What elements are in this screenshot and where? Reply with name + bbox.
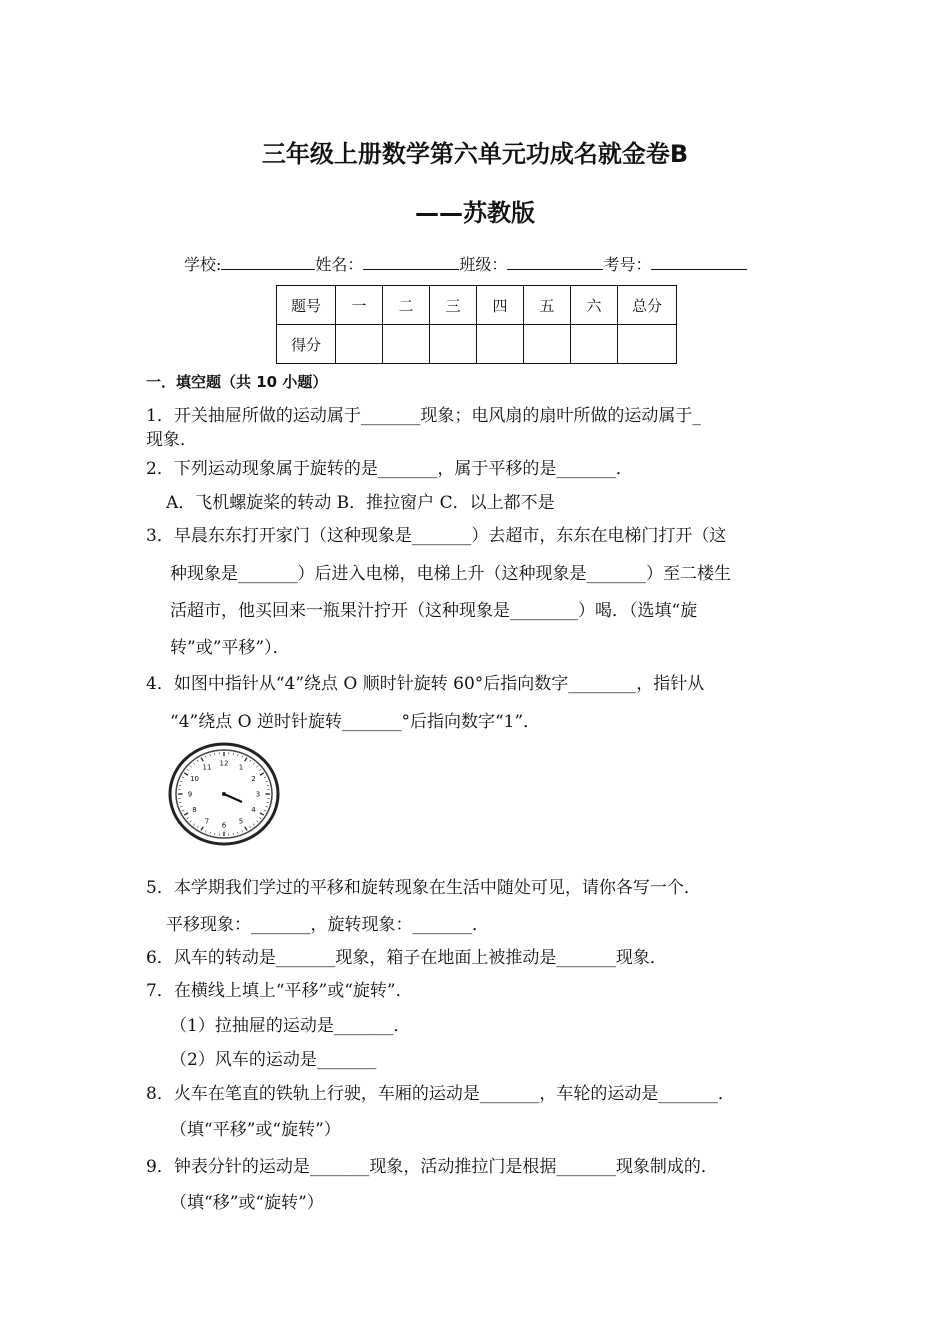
score-cell[interactable] (336, 325, 383, 364)
clock-hand (224, 794, 242, 802)
question-4-line-2: “4”绕点 O 逆时针旋转_______°后指向数字“1”． (170, 712, 541, 732)
score-header-cell: 总分 (618, 286, 677, 325)
score-cell[interactable] (383, 325, 430, 364)
score-header-cell: 三 (430, 286, 477, 325)
clock-tick (190, 766, 192, 767)
question-4-line-1: 4．如图中指针从“4”绕点 O 顺时针旋转 60°后指向数字________，指针从 (146, 674, 705, 694)
class-blank[interactable] (507, 255, 603, 270)
clock-tick (256, 821, 258, 822)
clock-tick (242, 830, 243, 832)
clock-tick (184, 773, 188, 775)
clock-tick (253, 824, 255, 826)
question-8-line-2: （填“平移”或“旋转”） (170, 1120, 341, 1140)
clock-tick (242, 756, 243, 758)
score-cell[interactable] (430, 325, 477, 364)
clock-tick (260, 813, 264, 815)
clock-number: 6 (221, 821, 227, 830)
exam-subtitle: ——苏教版 (415, 199, 535, 227)
student-info-line (184, 252, 747, 275)
score-header-cell: 五 (524, 286, 571, 325)
clock-tick (264, 810, 266, 811)
clock-tick (266, 806, 268, 807)
clock-tick (245, 758, 247, 762)
question-7-item-1: （1）拉抽屉的运动是_______． (170, 1016, 411, 1036)
clock-number: 5 (238, 817, 244, 826)
clock-tick (205, 830, 206, 832)
score-header-cell: 四 (477, 286, 524, 325)
score-header-cell: 一 (336, 286, 383, 325)
score-header-cell: 二 (383, 286, 430, 325)
school-label: 学校: (184, 255, 222, 274)
clock-tick (182, 777, 184, 778)
clock-tick (187, 769, 189, 770)
score-cell[interactable] (571, 325, 618, 364)
clock-tick (253, 763, 255, 765)
score-cell[interactable] (477, 325, 524, 364)
question-3-line-2: 种现象是_______）后进入电梯，电梯上升（这种现象是_______）至二楼生 (170, 564, 731, 584)
score-row-label: 得分 (277, 325, 336, 364)
question-1-line-1: 1．开关抽屉所做的运动属于_______现象；电风扇的扇叶所做的运动属于_ (146, 406, 701, 426)
question-1-line-2: 现象． (146, 430, 197, 450)
question-3-line-4: 转”或”平移”）． (170, 638, 290, 658)
class-label: 班级： (459, 255, 508, 274)
clock-tick (238, 832, 239, 834)
score-table-header-row (277, 286, 677, 325)
question-7-item-2: （2）风车的运动是_______ (170, 1050, 377, 1070)
score-table-score-row (277, 325, 677, 364)
clock-tick (264, 777, 266, 778)
question-9-line-1: 9．钟表分针的运动是_______现象，活动推拉门是根据_______现象制成的． (146, 1157, 718, 1177)
clock-tick (250, 826, 251, 828)
question-2: 2．下列运动现象属于旋转的是_______，属于平移的是_______． (146, 459, 633, 479)
clock-number: 1 (238, 763, 244, 772)
name-blank[interactable] (363, 255, 459, 270)
exam-title: 三年级上册数学第六单元功成名就金卷B (261, 140, 689, 168)
clock-tick (256, 766, 258, 767)
clock-number: 9 (187, 790, 193, 799)
clock-number: 7 (204, 817, 210, 826)
score-cell[interactable] (524, 325, 571, 364)
clock-tick (259, 817, 261, 818)
clock-number: 4 (251, 806, 256, 815)
clock-number: 3 (255, 790, 261, 799)
clock-center-o (222, 792, 226, 796)
name-label: 姓名： (315, 255, 364, 274)
question-8-line-1: 8．火车在笔直的铁轨上行驶，车厢的运动是_______，车轮的运动是_______． (146, 1084, 735, 1104)
clock-tick (180, 781, 182, 782)
exam-number-label: 考号： (603, 255, 652, 274)
clock-number: 11 (202, 763, 212, 772)
clock-number: 8 (192, 806, 197, 815)
clock-tick (266, 781, 268, 782)
question-3-line-1: 3．早晨东东打开家门（这种现象是_______）去超市，东东在电梯门打开（这 (146, 526, 727, 546)
clock-tick (245, 827, 247, 831)
question-5-line-2: 平移现象：_______，旋转现象：_______． (166, 915, 489, 935)
score-header-cell: 题号 (277, 286, 336, 325)
question-9-line-2: （填“移”或“旋转”） (170, 1193, 324, 1213)
clock-tick (201, 827, 203, 831)
question-6: 6．风车的转动是_______现象，箱子在地面上被推动是_______现象． (146, 948, 667, 968)
school-blank[interactable] (221, 255, 315, 270)
question-2-options: A．飞机螺旋桨的转动 B．推拉窗户 C．以上都不是 (166, 493, 555, 513)
clock-tick (210, 832, 211, 834)
clock-number: 10 (190, 774, 199, 783)
clock-tick (260, 773, 264, 775)
clock-number: 12 (219, 759, 229, 768)
question-3-line-3: 活超市，他买回来一瓶果汁拧开（这种现象是________）喝．（选填“旋 (170, 601, 698, 621)
clock-number: 2 (251, 774, 256, 783)
question-5-line-1: 5．本学期我们学过的平移和旋转现象在生活中随处可见，请你各写一个． (146, 878, 701, 898)
clock-tick (182, 810, 184, 811)
score-header-cell: 六 (571, 286, 618, 325)
score-cell[interactable] (618, 325, 677, 364)
question-7: 7．在横线上填上“平移”或“旋转”． (146, 981, 413, 1001)
clock-tick (197, 760, 198, 762)
clock-tick (238, 754, 239, 756)
clock-tick (184, 813, 188, 815)
exam-number-blank[interactable] (651, 255, 747, 270)
clock-figure (168, 742, 280, 846)
section-heading: 一．填空题（共 10 小题） (146, 373, 328, 391)
clock-tick (193, 763, 195, 765)
clock-tick (205, 756, 206, 758)
clock-tick (197, 826, 198, 828)
clock-tick (250, 760, 251, 762)
clock-tick (193, 824, 195, 826)
clock-tick (190, 821, 192, 822)
clock-tick (187, 817, 189, 818)
clock-tick (259, 769, 261, 770)
clock-tick (180, 806, 182, 807)
clock-tick (201, 758, 203, 762)
clock-tick (210, 754, 211, 756)
score-table (276, 285, 677, 364)
